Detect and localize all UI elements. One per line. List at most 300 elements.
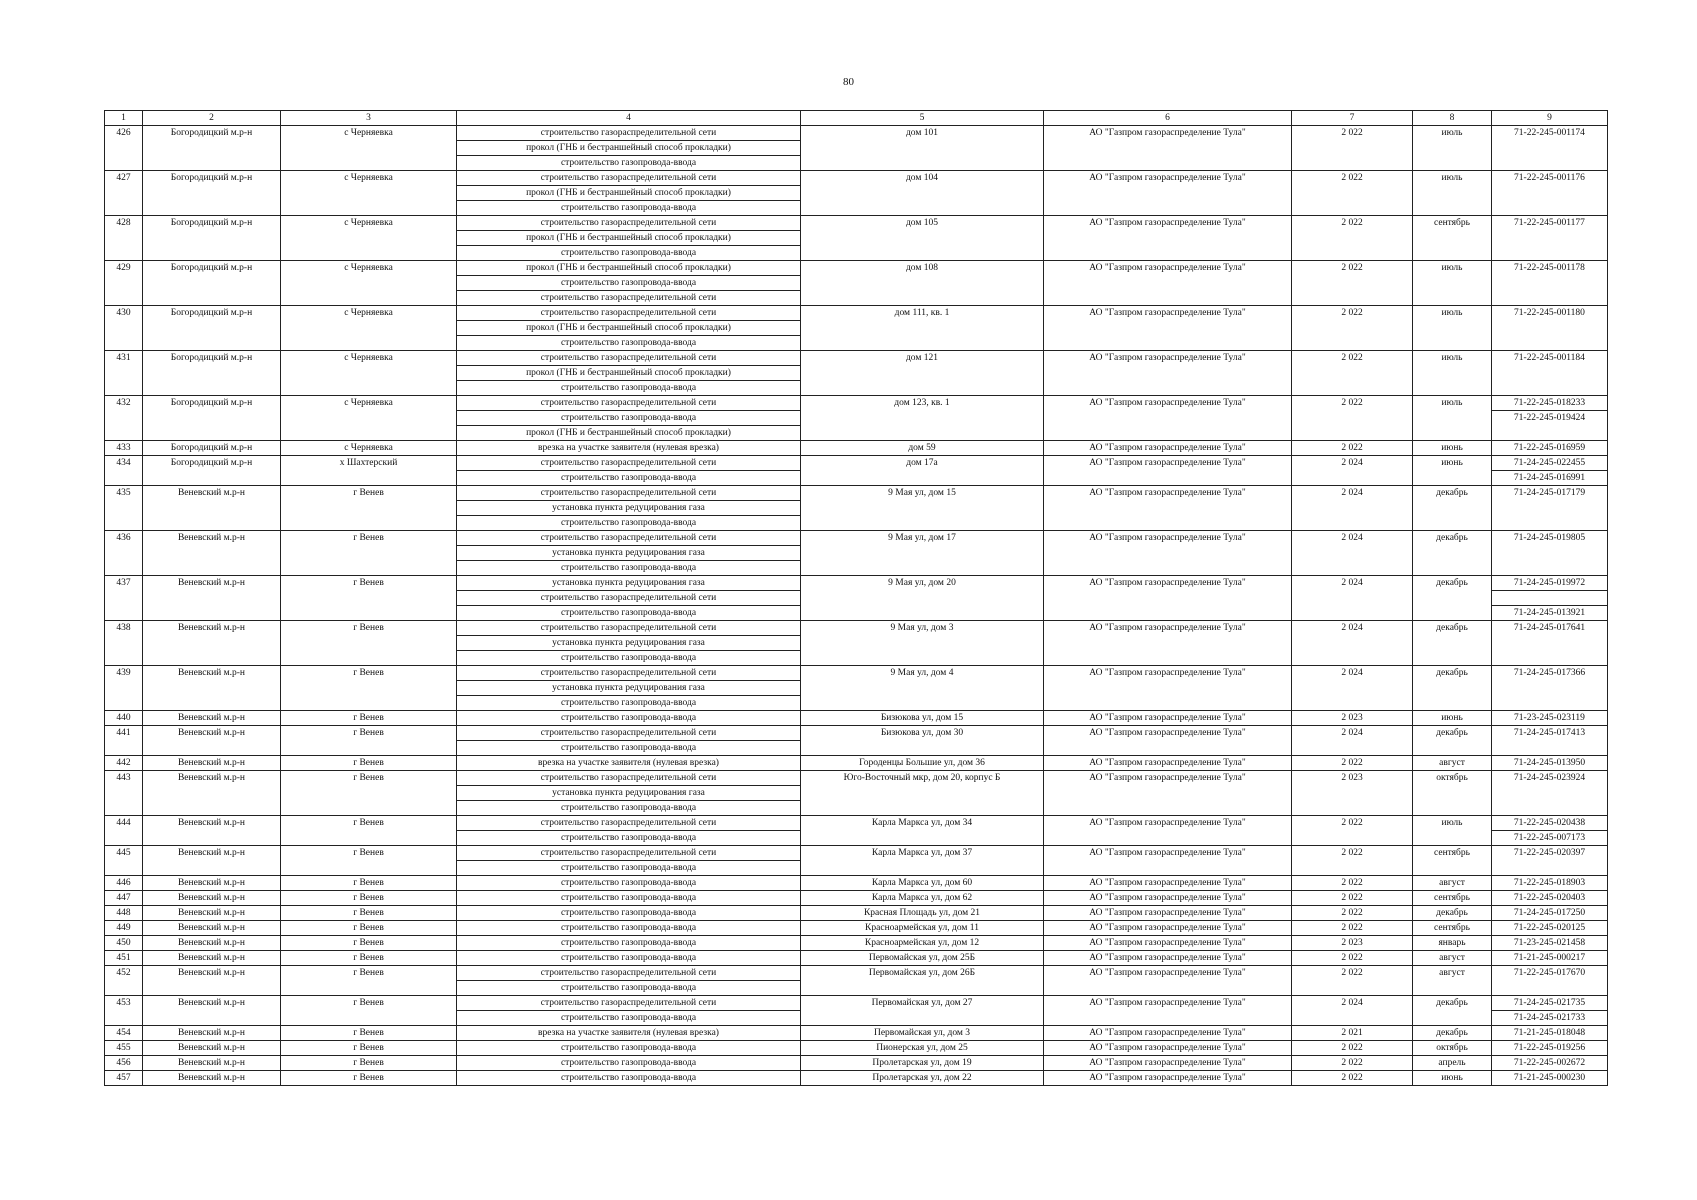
header-row xyxy=(105,111,1608,126)
year-cell: 2 022 xyxy=(1292,216,1413,261)
settlement-cell: г Венев xyxy=(281,1041,457,1056)
row-number: 446 xyxy=(105,876,143,891)
year-cell: 2 022 xyxy=(1292,126,1413,171)
table-row xyxy=(105,261,1608,276)
code-cell: 71-24-245-017641 xyxy=(1492,621,1608,666)
year-cell: 2 024 xyxy=(1292,996,1413,1026)
row-number: 426 xyxy=(105,126,143,171)
district-cell: Богородицкий м.р-н xyxy=(143,351,281,396)
row-number: 453 xyxy=(105,996,143,1026)
organization-cell: АО "Газпром газораспределение Тула" xyxy=(1044,966,1292,996)
address-cell: Карла Маркса ул, дом 62 xyxy=(801,891,1044,906)
row-number: 431 xyxy=(105,351,143,396)
work-type-cell: строительство газораспределительной сети xyxy=(457,996,801,1011)
row-number: 428 xyxy=(105,216,143,261)
year-cell: 2 022 xyxy=(1292,846,1413,876)
work-type-cell: строительство газопровода-ввода xyxy=(457,471,801,486)
table-row xyxy=(105,396,1608,411)
year-cell: 2 022 xyxy=(1292,351,1413,396)
address-cell: дом 123, кв. 1 xyxy=(801,396,1044,441)
address-cell: Первомайская ул, дом 25Б xyxy=(801,951,1044,966)
code-cell: 71-22-245-018233 xyxy=(1492,396,1608,411)
month-cell: декабрь xyxy=(1413,906,1492,921)
organization-cell: АО "Газпром газораспределение Тула" xyxy=(1044,171,1292,216)
district-cell: Веневский м.р-н xyxy=(143,921,281,936)
work-type-cell: строительство газораспределительной сети xyxy=(457,396,801,411)
work-type-cell: строительство газопровода-ввода xyxy=(457,516,801,531)
table-row xyxy=(105,906,1608,921)
organization-cell: АО "Газпром газораспределение Тула" xyxy=(1044,756,1292,771)
code-cell: 71-22-245-016959 xyxy=(1492,441,1608,456)
organization-cell: АО "Газпром газораспределение Тула" xyxy=(1044,951,1292,966)
settlement-cell: с Черняевка xyxy=(281,261,457,306)
year-cell: 2 022 xyxy=(1292,906,1413,921)
table-row xyxy=(105,531,1608,546)
work-type-cell: прокол (ГНБ и бестраншейный способ прокладки) xyxy=(457,141,801,156)
row-number: 456 xyxy=(105,1056,143,1071)
work-type-cell: строительство газопровода-ввода xyxy=(457,561,801,576)
settlement-cell: г Венев xyxy=(281,906,457,921)
code-cell: 71-24-245-019805 xyxy=(1492,531,1608,576)
work-type-cell: установка пункта редуцирования газа xyxy=(457,546,801,561)
district-cell: Веневский м.р-н xyxy=(143,906,281,921)
organization-cell: АО "Газпром газораспределение Тула" xyxy=(1044,711,1292,726)
work-type-cell: установка пункта редуцирования газа xyxy=(457,636,801,651)
address-cell: дом 105 xyxy=(801,216,1044,261)
work-type-cell: врезка на участке заявителя (нулевая врезка) xyxy=(457,441,801,456)
year-cell: 2 022 xyxy=(1292,1071,1413,1086)
year-cell: 2 023 xyxy=(1292,711,1413,726)
month-cell: июль xyxy=(1413,171,1492,216)
organization-cell: АО "Газпром газораспределение Тула" xyxy=(1044,666,1292,711)
settlement-cell: г Венев xyxy=(281,771,457,816)
month-cell: август xyxy=(1413,876,1492,891)
year-cell: 2 023 xyxy=(1292,771,1413,816)
table-row xyxy=(105,216,1608,231)
month-cell: сентябрь xyxy=(1413,921,1492,936)
table-row xyxy=(105,891,1608,906)
work-type-cell: строительство газопровода-ввода xyxy=(457,906,801,921)
settlement-cell: г Венев xyxy=(281,576,457,621)
settlement-cell: г Венев xyxy=(281,846,457,876)
work-type-cell: прокол (ГНБ и бестраншейный способ прокладки) xyxy=(457,231,801,246)
table-row xyxy=(105,921,1608,936)
settlement-cell: г Венев xyxy=(281,486,457,531)
month-cell: сентябрь xyxy=(1413,846,1492,876)
settlement-cell: г Венев xyxy=(281,531,457,576)
code-cell: 71-24-245-023924 xyxy=(1492,771,1608,816)
work-type-cell: строительство газораспределительной сети xyxy=(457,966,801,981)
month-cell: июнь xyxy=(1413,441,1492,456)
address-cell: Карла Маркса ул, дом 60 xyxy=(801,876,1044,891)
row-number: 429 xyxy=(105,261,143,306)
row-number: 438 xyxy=(105,621,143,666)
settlement-cell: с Черняевка xyxy=(281,441,457,456)
organization-cell: АО "Газпром газораспределение Тула" xyxy=(1044,1026,1292,1041)
table-row xyxy=(105,351,1608,366)
row-number: 434 xyxy=(105,456,143,486)
year-cell: 2 021 xyxy=(1292,1026,1413,1041)
address-cell: Пролетарская ул, дом 22 xyxy=(801,1071,1044,1086)
work-type-cell: строительство газопровода-ввода xyxy=(457,201,801,216)
month-cell: декабрь xyxy=(1413,726,1492,756)
code-cell: 71-24-245-017179 xyxy=(1492,486,1608,531)
settlement-cell: г Венев xyxy=(281,726,457,756)
address-cell: дом 104 xyxy=(801,171,1044,216)
settlement-cell: с Черняевка xyxy=(281,171,457,216)
address-cell: Пролетарская ул, дом 19 xyxy=(801,1056,1044,1071)
month-cell: июль xyxy=(1413,126,1492,171)
month-cell: сентябрь xyxy=(1413,216,1492,261)
organization-cell: АО "Газпром газораспределение Тула" xyxy=(1044,456,1292,486)
address-cell: 9 Мая ул, дом 15 xyxy=(801,486,1044,531)
work-type-cell: строительство газопровода-ввода xyxy=(457,381,801,396)
row-number: 447 xyxy=(105,891,143,906)
code-cell: 71-22-245-001174 xyxy=(1492,126,1608,171)
address-cell: дом 17а xyxy=(801,456,1044,486)
address-cell: 9 Мая ул, дом 3 xyxy=(801,621,1044,666)
organization-cell: АО "Газпром газораспределение Тула" xyxy=(1044,771,1292,816)
address-cell: дом 121 xyxy=(801,351,1044,396)
column-header: 2 xyxy=(143,111,281,126)
work-type-cell: строительство газопровода-ввода xyxy=(457,876,801,891)
settlement-cell: г Венев xyxy=(281,816,457,846)
organization-cell: АО "Газпром газораспределение Тула" xyxy=(1044,396,1292,441)
work-type-cell: строительство газопровода-ввода xyxy=(457,951,801,966)
table-row xyxy=(105,441,1608,456)
month-cell: декабрь xyxy=(1413,486,1492,531)
address-cell: дом 108 xyxy=(801,261,1044,306)
year-cell: 2 022 xyxy=(1292,396,1413,441)
work-type-cell: строительство газопровода-ввода xyxy=(457,606,801,621)
table-row xyxy=(105,756,1608,771)
district-cell: Веневский м.р-н xyxy=(143,486,281,531)
month-cell: июль xyxy=(1413,306,1492,351)
address-cell: Городенцы Большие ул, дом 36 xyxy=(801,756,1044,771)
district-cell: Богородицкий м.р-н xyxy=(143,126,281,171)
work-type-cell: строительство газораспределительной сети xyxy=(457,456,801,471)
year-cell: 2 022 xyxy=(1292,816,1413,846)
work-type-cell: строительство газораспределительной сети xyxy=(457,771,801,786)
data-table xyxy=(104,110,1608,1086)
month-cell: декабрь xyxy=(1413,621,1492,666)
row-number: 450 xyxy=(105,936,143,951)
work-type-cell: строительство газопровода-ввода xyxy=(457,711,801,726)
address-cell: Первомайская ул, дом 27 xyxy=(801,996,1044,1026)
table-row xyxy=(105,171,1608,186)
year-cell: 2 024 xyxy=(1292,666,1413,711)
code-cell: 71-24-245-013950 xyxy=(1492,756,1608,771)
work-type-cell: строительство газораспределительной сети xyxy=(457,816,801,831)
table-row xyxy=(105,126,1608,141)
settlement-cell: г Венев xyxy=(281,1071,457,1086)
year-cell: 2 022 xyxy=(1292,966,1413,996)
column-header: 4 xyxy=(457,111,801,126)
work-type-cell: врезка на участке заявителя (нулевая врезка) xyxy=(457,756,801,771)
work-type-cell: строительство газораспределительной сети xyxy=(457,846,801,861)
year-cell: 2 022 xyxy=(1292,756,1413,771)
code-cell: 71-24-245-019972 xyxy=(1492,576,1608,591)
address-cell: 9 Мая ул, дом 17 xyxy=(801,531,1044,576)
district-cell: Богородицкий м.р-н xyxy=(143,456,281,486)
table-row xyxy=(105,966,1608,981)
organization-cell: АО "Газпром газораспределение Тула" xyxy=(1044,936,1292,951)
work-type-cell: строительство газораспределительной сети xyxy=(457,726,801,741)
organization-cell: АО "Газпром газораспределение Тула" xyxy=(1044,531,1292,576)
column-header: 3 xyxy=(281,111,457,126)
column-header: 8 xyxy=(1413,111,1492,126)
district-cell: Веневский м.р-н xyxy=(143,711,281,726)
column-header: 7 xyxy=(1292,111,1413,126)
organization-cell: АО "Газпром газораспределение Тула" xyxy=(1044,126,1292,171)
year-cell: 2 022 xyxy=(1292,891,1413,906)
organization-cell: АО "Газпром газораспределение Тула" xyxy=(1044,441,1292,456)
work-type-cell: строительство газопровода-ввода xyxy=(457,696,801,711)
month-cell: октябрь xyxy=(1413,771,1492,816)
table-row xyxy=(105,456,1608,471)
row-number: 432 xyxy=(105,396,143,441)
code-cell: 71-22-245-020438 xyxy=(1492,816,1608,831)
work-type-cell: строительство газопровода-ввода xyxy=(457,936,801,951)
work-type-cell: строительство газораспределительной сети xyxy=(457,486,801,501)
organization-cell: АО "Газпром газораспределение Тула" xyxy=(1044,846,1292,876)
row-number: 436 xyxy=(105,531,143,576)
year-cell: 2 022 xyxy=(1292,306,1413,351)
organization-cell: АО "Газпром газораспределение Тула" xyxy=(1044,1056,1292,1071)
district-cell: Веневский м.р-н xyxy=(143,816,281,846)
district-cell: Веневский м.р-н xyxy=(143,666,281,711)
address-cell: Красная Площадь ул, дом 21 xyxy=(801,906,1044,921)
row-number: 433 xyxy=(105,441,143,456)
address-cell: 9 Мая ул, дом 20 xyxy=(801,576,1044,621)
row-number: 451 xyxy=(105,951,143,966)
work-type-cell: строительство газораспределительной сети xyxy=(457,306,801,321)
code-cell: 71-22-245-020397 xyxy=(1492,846,1608,876)
row-number: 449 xyxy=(105,921,143,936)
organization-cell: АО "Газпром газораспределение Тула" xyxy=(1044,876,1292,891)
month-cell: октябрь xyxy=(1413,1041,1492,1056)
work-type-cell: строительство газопровода-ввода xyxy=(457,981,801,996)
table-row xyxy=(105,621,1608,636)
settlement-cell: х Шахтерский xyxy=(281,456,457,486)
table-row xyxy=(105,951,1608,966)
year-cell: 2 024 xyxy=(1292,621,1413,666)
table-row xyxy=(105,1026,1608,1041)
address-cell: Карла Маркса ул, дом 37 xyxy=(801,846,1044,876)
row-number: 444 xyxy=(105,816,143,846)
work-type-cell: прокол (ГНБ и бестраншейный способ прокладки) xyxy=(457,366,801,381)
year-cell: 2 024 xyxy=(1292,726,1413,756)
row-number: 441 xyxy=(105,726,143,756)
row-number: 427 xyxy=(105,171,143,216)
address-cell: Первомайская ул, дом 26Б xyxy=(801,966,1044,996)
work-type-cell: строительство газопровода-ввода xyxy=(457,156,801,171)
code-cell: 71-21-245-000230 xyxy=(1492,1071,1608,1086)
code-cell: 71-24-245-021735 xyxy=(1492,996,1608,1011)
settlement-cell: г Венев xyxy=(281,936,457,951)
month-cell: сентябрь xyxy=(1413,891,1492,906)
settlement-cell: с Черняевка xyxy=(281,216,457,261)
code-cell: 71-22-245-017670 xyxy=(1492,966,1608,996)
organization-cell: АО "Газпром газораспределение Тула" xyxy=(1044,726,1292,756)
code-cell xyxy=(1492,591,1608,606)
organization-cell: АО "Газпром газораспределение Тула" xyxy=(1044,921,1292,936)
year-cell: 2 022 xyxy=(1292,441,1413,456)
code-cell: 71-22-245-020125 xyxy=(1492,921,1608,936)
work-type-cell: врезка на участке заявителя (нулевая врезка) xyxy=(457,1026,801,1041)
row-number: 445 xyxy=(105,846,143,876)
district-cell: Богородицкий м.р-н xyxy=(143,171,281,216)
organization-cell: АО "Газпром газораспределение Тула" xyxy=(1044,216,1292,261)
table-row xyxy=(105,726,1608,741)
work-type-cell: строительство газопровода-ввода xyxy=(457,831,801,846)
work-type-cell: строительство газопровода-ввода xyxy=(457,246,801,261)
organization-cell: АО "Газпром газораспределение Тула" xyxy=(1044,1041,1292,1056)
district-cell: Богородицкий м.р-н xyxy=(143,306,281,351)
column-header: 6 xyxy=(1044,111,1292,126)
table-row xyxy=(105,711,1608,726)
work-type-cell: строительство газопровода-ввода xyxy=(457,1011,801,1026)
code-cell: 71-24-245-022455 xyxy=(1492,456,1608,471)
work-type-cell: установка пункта редуцирования газа xyxy=(457,786,801,801)
table-row xyxy=(105,486,1608,501)
month-cell: январь xyxy=(1413,936,1492,951)
work-type-cell: прокол (ГНБ и бестраншейный способ прокладки) xyxy=(457,426,801,441)
work-type-cell: установка пункта редуцирования газа xyxy=(457,501,801,516)
work-type-cell: строительство газопровода-ввода xyxy=(457,741,801,756)
code-cell: 71-21-245-018048 xyxy=(1492,1026,1608,1041)
address-cell: Юго-Восточный мкр, дом 20, корпус Б xyxy=(801,771,1044,816)
work-type-cell: строительство газопровода-ввода xyxy=(457,1071,801,1086)
month-cell: август xyxy=(1413,756,1492,771)
row-number: 457 xyxy=(105,1071,143,1086)
row-number: 452 xyxy=(105,966,143,996)
table-row xyxy=(105,846,1608,861)
month-cell: август xyxy=(1413,951,1492,966)
work-type-cell: строительство газораспределительной сети xyxy=(457,126,801,141)
row-number: 442 xyxy=(105,756,143,771)
settlement-cell: г Венев xyxy=(281,921,457,936)
year-cell: 2 024 xyxy=(1292,456,1413,486)
year-cell: 2 022 xyxy=(1292,261,1413,306)
code-cell: 71-22-245-019256 xyxy=(1492,1041,1608,1056)
month-cell: декабрь xyxy=(1413,576,1492,621)
month-cell: июль xyxy=(1413,351,1492,396)
code-cell: 71-22-245-001178 xyxy=(1492,261,1608,306)
work-type-cell: строительство газопровода-ввода xyxy=(457,411,801,426)
code-cell: 71-23-245-021458 xyxy=(1492,936,1608,951)
code-cell: 71-22-245-001184 xyxy=(1492,351,1608,396)
month-cell: июнь xyxy=(1413,456,1492,486)
settlement-cell: с Черняевка xyxy=(281,126,457,171)
work-type-cell: установка пункта редуцирования газа xyxy=(457,576,801,591)
work-type-cell: строительство газораспределительной сети xyxy=(457,351,801,366)
district-cell: Веневский м.р-н xyxy=(143,1071,281,1086)
row-number: 454 xyxy=(105,1026,143,1041)
code-cell: 71-24-245-016991 xyxy=(1492,471,1608,486)
work-type-cell: строительство газопровода-ввода xyxy=(457,276,801,291)
year-cell: 2 022 xyxy=(1292,1041,1413,1056)
settlement-cell: с Черняевка xyxy=(281,306,457,351)
settlement-cell: г Венев xyxy=(281,666,457,711)
work-type-cell: строительство газопровода-ввода xyxy=(457,1056,801,1071)
table-row xyxy=(105,816,1608,831)
district-cell: Веневский м.р-н xyxy=(143,576,281,621)
work-type-cell: строительство газопровода-ввода xyxy=(457,891,801,906)
table-row xyxy=(105,996,1608,1011)
district-cell: Веневский м.р-н xyxy=(143,966,281,996)
year-cell: 2 024 xyxy=(1292,486,1413,531)
table-row xyxy=(105,666,1608,681)
code-cell: 71-22-245-001176 xyxy=(1492,171,1608,216)
settlement-cell: г Венев xyxy=(281,711,457,726)
address-cell: Бизюкова ул, дом 30 xyxy=(801,726,1044,756)
district-cell: Богородицкий м.р-н xyxy=(143,441,281,456)
work-type-cell: прокол (ГНБ и бестраншейный способ прокладки) xyxy=(457,186,801,201)
address-cell: дом 59 xyxy=(801,441,1044,456)
code-cell: 71-22-245-002672 xyxy=(1492,1056,1608,1071)
row-number: 439 xyxy=(105,666,143,711)
year-cell: 2 022 xyxy=(1292,876,1413,891)
settlement-cell: с Черняевка xyxy=(281,396,457,441)
settlement-cell: с Черняевка xyxy=(281,351,457,396)
address-cell: Красноармейская ул, дом 11 xyxy=(801,921,1044,936)
district-cell: Веневский м.р-н xyxy=(143,891,281,906)
work-type-cell: строительство газопровода-ввода xyxy=(457,801,801,816)
month-cell: июнь xyxy=(1413,1071,1492,1086)
code-cell: 71-24-245-017366 xyxy=(1492,666,1608,711)
district-cell: Веневский м.р-н xyxy=(143,771,281,816)
year-cell: 2 024 xyxy=(1292,531,1413,576)
settlement-cell: г Венев xyxy=(281,756,457,771)
work-type-cell: строительство газопровода-ввода xyxy=(457,1041,801,1056)
code-cell: 71-24-245-017250 xyxy=(1492,906,1608,921)
code-cell: 71-24-245-013921 xyxy=(1492,606,1608,621)
month-cell: июнь xyxy=(1413,711,1492,726)
district-cell: Веневский м.р-н xyxy=(143,1026,281,1041)
settlement-cell: г Венев xyxy=(281,1056,457,1071)
address-cell: Первомайская ул, дом 3 xyxy=(801,1026,1044,1041)
work-type-cell: прокол (ГНБ и бестраншейный способ прокладки) xyxy=(457,261,801,276)
year-cell: 2 022 xyxy=(1292,171,1413,216)
work-type-cell: строительство газопровода-ввода xyxy=(457,921,801,936)
work-type-cell: строительство газораспределительной сети xyxy=(457,591,801,606)
district-cell: Богородицкий м.р-н xyxy=(143,216,281,261)
work-type-cell: строительство газораспределительной сети xyxy=(457,216,801,231)
row-number: 443 xyxy=(105,771,143,816)
table-row xyxy=(105,1056,1608,1071)
settlement-cell: г Венев xyxy=(281,966,457,996)
address-cell: Бизюкова ул, дом 15 xyxy=(801,711,1044,726)
district-cell: Веневский м.р-н xyxy=(143,1041,281,1056)
address-cell: дом 101 xyxy=(801,126,1044,171)
page-number: 80 xyxy=(843,76,854,88)
organization-cell: АО "Газпром газораспределение Тула" xyxy=(1044,996,1292,1026)
organization-cell: АО "Газпром газораспределение Тула" xyxy=(1044,891,1292,906)
row-number: 435 xyxy=(105,486,143,531)
address-cell: Красноармейская ул, дом 12 xyxy=(801,936,1044,951)
code-cell: 71-24-245-017413 xyxy=(1492,726,1608,756)
month-cell: июль xyxy=(1413,816,1492,846)
organization-cell: АО "Газпром газораспределение Тула" xyxy=(1044,621,1292,666)
table-row xyxy=(105,306,1608,321)
work-type-cell: строительство газораспределительной сети xyxy=(457,171,801,186)
year-cell: 2 022 xyxy=(1292,921,1413,936)
district-cell: Веневский м.р-н xyxy=(143,531,281,576)
code-cell: 71-22-245-019424 xyxy=(1492,411,1608,441)
table-row xyxy=(105,876,1608,891)
code-cell: 71-24-245-021733 xyxy=(1492,1011,1608,1026)
